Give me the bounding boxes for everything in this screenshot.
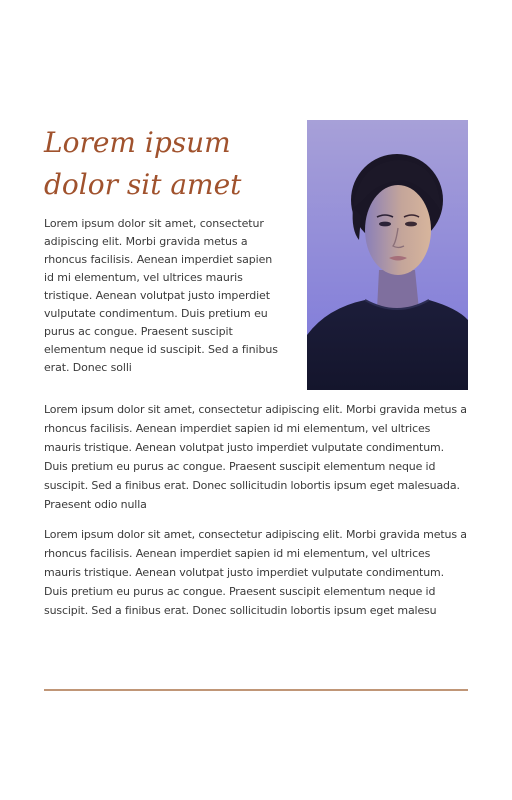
article-heading: Lorem ipsum dolor sit amet — [44, 126, 242, 201]
body-paragraph-1: Lorem ipsum dolor sit amet, consectetur adipiscing elit. Morbi gravida metus a rhoncus facilisis. Aenean imperdiet sapien id mi elementum, vel ultrices mauris tristique. Aenean volutpat justo imperdiet vulputate condimentum. Duis pretium eu purus ac congue. Praesent suscipit elementum neque id suscipit. Sed a finibus erat. Donec sollicitudin lobortis ipsum eget malesuada. Praesent odio nulla — [44, 403, 467, 511]
portrait-photo — [307, 120, 468, 390]
intro-paragraph: Lorem ipsum dolor sit amet, consectetur adipiscing elit. Morbi gravida metus a rhoncus facilisis. Aenean imperdiet sapien id mi elementum, vel ultrices mauris tristique. Aenean volutpat justo imperdiet vulputate condimentum. Duis pretium eu purus ac congue. Praesent suscipit elementum neque id suscipit. Sed a finibus erat. Donec solli — [44, 217, 278, 374]
body-paragraph-2: Lorem ipsum dolor sit amet, consectetur adipiscing elit. Morbi gravida metus a rhoncus facilisis. Aenean imperdiet sapien id mi elementum, vel ultrices mauris tristique. Aenean volutpat justo imperdiet vulputate condimentum. Duis pretium eu purus ac congue. Praesent suscipit elementum neque id suscipit. Sed a finibus erat. Donec sollicitudin lobortis ipsum eget malesu — [44, 528, 467, 617]
footer-divider — [44, 689, 468, 691]
